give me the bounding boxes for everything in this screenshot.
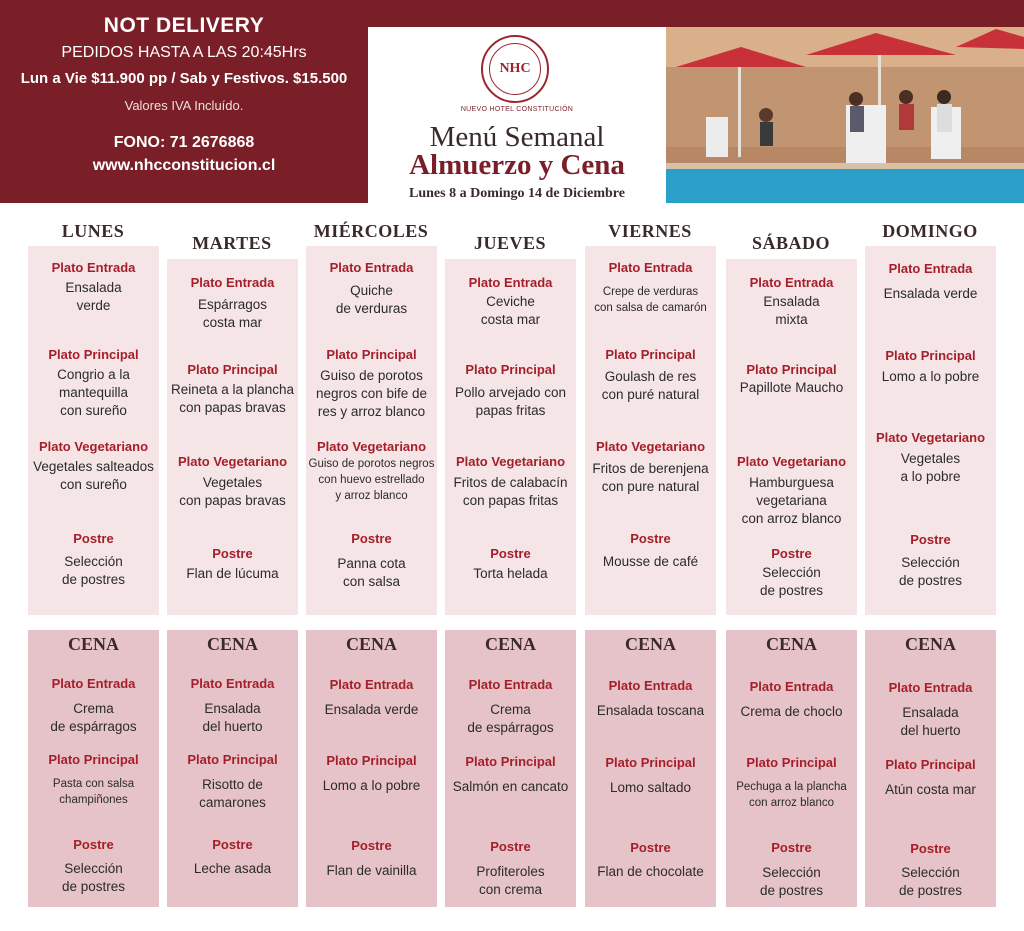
course-label-principal: Plato Principal xyxy=(48,347,139,362)
course-label-principal: Plato Principal xyxy=(746,755,837,770)
course-label-principal: Plato Principal xyxy=(326,347,417,362)
dish-postre: Selección de postres xyxy=(759,865,824,898)
course-label-entrada: Plato Entrada xyxy=(888,261,973,276)
dish-postre: Selección de postres xyxy=(898,865,963,898)
day-heading-jueves: JUEVES xyxy=(473,233,547,253)
dish-principal: Guiso de porotos negros con bife de res y arroz blanco xyxy=(315,368,428,419)
lunch-card-viernes xyxy=(585,246,716,615)
dish-postre: Mousse de café xyxy=(602,554,699,569)
course-label-postre: Postre xyxy=(910,841,951,856)
dish-entrada: Crema de choclo xyxy=(740,704,843,719)
course-label-postre: Postre xyxy=(73,837,114,852)
dish-entrada: Ensalada mixta xyxy=(763,294,820,327)
website-text: www.nhcconstitucion.cl xyxy=(92,157,276,174)
dish-postre: Flan de vainilla xyxy=(326,863,417,878)
course-label-principal: Plato Principal xyxy=(885,757,976,772)
dish-vegetariano: Hamburguesa vegetariana con arroz blanco xyxy=(741,475,842,526)
cena-heading: CENA xyxy=(206,634,258,654)
dish-postre: Profiteroles con crema xyxy=(476,864,545,897)
dish-vegetariano: Vegetales salteados con sureño xyxy=(33,459,154,492)
dish-entrada: Ensalada del huerto xyxy=(900,705,961,738)
course-label-vegetariano: Plato Vegetariano xyxy=(38,439,149,454)
dish-entrada: Ceviche costa mar xyxy=(480,294,541,327)
not-delivery-text: NOT DELIVERY xyxy=(103,14,265,37)
course-label-principal: Plato Principal xyxy=(48,752,139,767)
dinner-card-lunes xyxy=(28,630,159,907)
course-label-entrada: Plato Entrada xyxy=(51,260,136,275)
dish-vegetariano: Guiso de porotos negros con huevo estrellado y arroz blanco xyxy=(308,458,435,502)
dish-vegetariano: Vegetales a lo pobre xyxy=(900,451,961,484)
dish-principal: Goulash de res con puré natural xyxy=(601,369,700,402)
course-label-entrada: Plato Entrada xyxy=(51,676,136,691)
course-label-postre: Postre xyxy=(771,546,812,561)
dish-principal: Lomo a lo pobre xyxy=(881,369,980,384)
course-label-principal: Plato Principal xyxy=(605,755,696,770)
dinner-card-viernes xyxy=(585,630,716,907)
dish-entrada: Quiche de verduras xyxy=(335,283,408,316)
cena-heading: CENA xyxy=(67,634,119,654)
course-label-postre: Postre xyxy=(630,840,671,855)
day-heading-miércoles: MIÉRCOLES xyxy=(313,221,429,241)
course-label-postre: Postre xyxy=(73,531,114,546)
dinner-card-miércoles xyxy=(306,630,437,907)
course-label-vegetariano: Plato Vegetariano xyxy=(316,439,427,454)
dish-postre: Selección de postres xyxy=(898,555,963,588)
course-label-postre: Postre xyxy=(490,546,531,561)
menu-title: Menú Semanal xyxy=(429,121,605,153)
iva-note: Valores IVA Incluído. xyxy=(124,98,244,113)
course-label-entrada: Plato Entrada xyxy=(468,275,553,290)
dish-principal: Salmón en cancato xyxy=(452,779,569,794)
dish-principal: Atún costa mar xyxy=(885,782,976,797)
course-label-postre: Postre xyxy=(212,546,253,561)
dinner-card-domingo xyxy=(865,630,996,907)
logo-monogram: NHC xyxy=(489,43,541,95)
dish-principal: Lomo saltado xyxy=(609,780,692,795)
dish-principal: Pasta con salsa champiñones xyxy=(52,778,135,806)
course-label-postre: Postre xyxy=(630,531,671,546)
course-label-vegetariano: Plato Vegetariano xyxy=(177,454,288,469)
course-label-postre: Postre xyxy=(490,839,531,854)
dish-principal: Pollo arvejado con papas fritas xyxy=(454,385,567,418)
day-heading-sábado: SÁBADO xyxy=(751,233,830,253)
menu-title-block xyxy=(368,27,666,203)
course-label-postre: Postre xyxy=(351,531,392,546)
course-label-vegetariano: Plato Vegetariano xyxy=(455,454,566,469)
cena-heading: CENA xyxy=(904,634,956,654)
dish-postre: Panna cota con salsa xyxy=(337,556,406,589)
dish-entrada: Crema de espárragos xyxy=(467,702,554,735)
course-label-postre: Postre xyxy=(910,532,951,547)
course-label-entrada: Plato Entrada xyxy=(608,678,693,693)
course-label-entrada: Plato Entrada xyxy=(608,260,693,275)
course-label-entrada: Plato Entrada xyxy=(749,679,834,694)
course-label-principal: Plato Principal xyxy=(465,754,556,769)
dish-entrada: Espárragos costa mar xyxy=(197,297,268,330)
course-label-entrada: Plato Entrada xyxy=(329,677,414,692)
dish-principal: Pechuga a la plancha con arroz blanco xyxy=(736,781,847,809)
terrace-photo-illustration xyxy=(666,27,1024,203)
dish-postre: Selección de postres xyxy=(61,554,126,587)
course-label-principal: Plato Principal xyxy=(746,362,837,377)
dish-postre: Selección de postres xyxy=(61,861,126,894)
dinner-card-martes xyxy=(167,630,298,907)
cena-heading: CENA xyxy=(624,634,676,654)
dish-entrada: Crepe de verduras con salsa de camarón xyxy=(594,286,707,314)
dinner-card-sábado xyxy=(726,630,857,907)
dish-principal: Risotto de camarones xyxy=(199,777,266,810)
dinner-card-jueves xyxy=(445,630,576,907)
dish-principal: Reineta a la plancha con papas bravas xyxy=(170,382,295,415)
dish-postre: Torta helada xyxy=(473,566,548,581)
lunch-card-miércoles xyxy=(306,246,437,615)
dish-postre: Selección de postres xyxy=(759,565,824,598)
course-label-vegetariano: Plato Vegetariano xyxy=(875,430,986,445)
course-label-principal: Plato Principal xyxy=(187,362,278,377)
day-heading-viernes: VIERNES xyxy=(608,221,692,241)
dish-principal: Congrio a la mantequilla con sureño xyxy=(57,367,130,418)
dish-entrada: Ensalada verde xyxy=(324,702,419,717)
course-label-entrada: Plato Entrada xyxy=(749,275,834,290)
prices-text: Lun a Vie $11.900 pp / Sab y Festivos. $15.500 xyxy=(20,70,348,87)
terrace-photo xyxy=(666,27,1024,203)
order-deadline-text: PEDIDOS HASTA A LAS 20:45Hrs xyxy=(61,44,307,61)
course-label-postre: Postre xyxy=(351,838,392,853)
course-label-principal: Plato Principal xyxy=(885,348,976,363)
course-label-entrada: Plato Entrada xyxy=(329,260,414,275)
course-label-entrada: Plato Entrada xyxy=(190,676,275,691)
dish-entrada: Ensalada del huerto xyxy=(202,701,263,734)
day-heading-martes: MARTES xyxy=(192,233,272,253)
dish-postre: Flan de lúcuma xyxy=(186,566,279,581)
menu-dates: Lunes 8 a Domingo 14 de Diciembre xyxy=(409,186,625,201)
dish-principal: Papillote Maucho xyxy=(739,380,844,395)
course-label-entrada: Plato Entrada xyxy=(888,680,973,695)
cena-heading: CENA xyxy=(484,634,536,654)
course-label-entrada: Plato Entrada xyxy=(468,677,553,692)
lunch-card-jueves xyxy=(445,259,576,615)
lunch-card-martes xyxy=(167,259,298,615)
course-label-principal: Plato Principal xyxy=(326,753,417,768)
hotel-logo xyxy=(481,35,549,103)
header-top-strip xyxy=(368,0,1024,27)
lunch-card-domingo xyxy=(865,246,996,615)
cena-heading: CENA xyxy=(765,634,817,654)
course-label-entrada: Plato Entrada xyxy=(190,275,275,290)
dish-entrada: Ensalada verde xyxy=(883,286,978,301)
hotel-brand-name: NUEVO HOTEL CONSTITUCIÓN xyxy=(460,106,574,113)
course-label-vegetariano: Plato Vegetariano xyxy=(595,439,706,454)
dish-vegetariano: Fritos de berenjena con pure natural xyxy=(592,461,709,494)
dish-principal: Lomo a lo pobre xyxy=(322,778,421,793)
course-label-principal: Plato Principal xyxy=(187,752,278,767)
dish-entrada: Ensalada verde xyxy=(65,280,122,313)
lunch-card-lunes xyxy=(28,246,159,615)
day-heading-domingo: DOMINGO xyxy=(882,221,978,241)
lunch-card-sábado xyxy=(726,259,857,615)
dish-vegetariano: Fritos de calabacín con papas fritas xyxy=(453,475,568,508)
course-label-principal: Plato Principal xyxy=(605,347,696,362)
dish-vegetariano: Vegetales con papas bravas xyxy=(179,475,286,508)
cena-heading: CENA xyxy=(345,634,397,654)
phone-text: FONO: 71 2676868 xyxy=(113,134,255,151)
menu-subtitle: Almuerzo y Cena xyxy=(409,149,625,181)
day-heading-lunes: LUNES xyxy=(61,221,125,241)
course-label-postre: Postre xyxy=(212,837,253,852)
dish-postre: Leche asada xyxy=(193,861,272,876)
course-label-postre: Postre xyxy=(771,840,812,855)
dish-entrada: Crema de espárragos xyxy=(50,701,137,734)
course-label-vegetariano: Plato Vegetariano xyxy=(736,454,847,469)
course-label-principal: Plato Principal xyxy=(465,362,556,377)
header-info-panel xyxy=(0,0,368,203)
dish-postre: Flan de chocolate xyxy=(597,864,704,879)
dish-entrada: Ensalada toscana xyxy=(596,703,705,718)
